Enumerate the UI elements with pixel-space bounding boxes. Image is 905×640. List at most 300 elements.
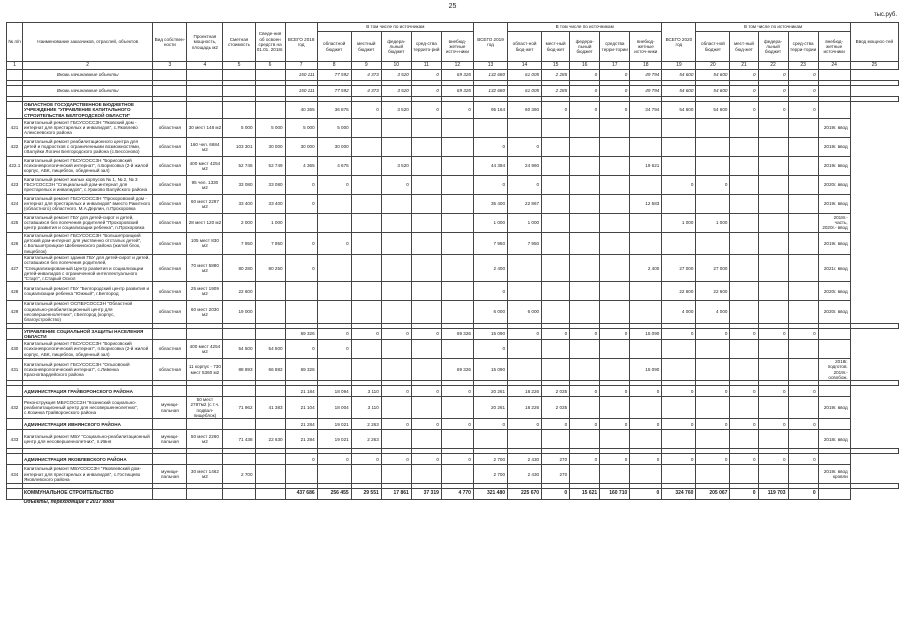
value-cell: 2 400 bbox=[630, 254, 662, 281]
value-cell bbox=[696, 465, 730, 484]
value-cell: 0 bbox=[600, 419, 630, 430]
value-cell bbox=[570, 465, 600, 484]
value-cell: 0 bbox=[508, 419, 542, 430]
value-cell: 60 360 bbox=[508, 102, 542, 119]
value-cell bbox=[441, 430, 473, 449]
value-cell bbox=[730, 340, 758, 359]
column-number: 8 bbox=[317, 62, 351, 70]
value-cell bbox=[788, 118, 818, 137]
object-name: Реконструкция МБУСОССЗН "Козинский социально-реабилитационный центр для несовершеннолетних", с.Козинка Грайворонского района bbox=[23, 397, 153, 419]
sources-2019-header: В том числе по источникам bbox=[508, 23, 662, 32]
value-cell bbox=[570, 340, 600, 359]
row-number: 431 bbox=[7, 359, 23, 381]
value-cell: 27 000 bbox=[662, 254, 696, 281]
value-cell: 2020г. ввод bbox=[818, 282, 850, 301]
value-cell bbox=[788, 213, 818, 232]
column-number: 22 bbox=[758, 62, 788, 70]
value-cell: 2019г. ввод bbox=[818, 118, 850, 137]
source-subheader-y2019-4: внебюд-жетные источ-ники bbox=[630, 32, 662, 62]
value-cell: 0 bbox=[788, 454, 818, 465]
value-cell bbox=[411, 340, 441, 359]
value-cell: 19 000 bbox=[223, 301, 255, 323]
value-cell: 30 000 bbox=[285, 137, 317, 156]
value-cell bbox=[630, 118, 662, 137]
value-cell bbox=[255, 86, 285, 97]
value-cell bbox=[411, 282, 441, 301]
value-cell bbox=[317, 301, 351, 323]
value-cell: 205 067 bbox=[696, 489, 730, 500]
value-cell bbox=[351, 194, 381, 213]
value-cell bbox=[255, 282, 285, 301]
value-cell: областная bbox=[153, 282, 187, 301]
source-subheader-y2020-2: федера-льный бюджет bbox=[758, 32, 788, 62]
value-cell: 0 bbox=[570, 70, 600, 81]
col-estimate-header: Сметная стоимость bbox=[223, 23, 255, 62]
source-subheader-y2019-3: средства терри-тории bbox=[600, 32, 630, 62]
value-cell bbox=[153, 70, 187, 81]
value-cell bbox=[473, 430, 507, 449]
value-cell: 0 bbox=[730, 328, 758, 340]
value-cell: 2 700 bbox=[473, 454, 507, 465]
row-number: 425 bbox=[7, 213, 23, 232]
value-cell: 66 882 bbox=[255, 359, 285, 381]
value-cell: 0 bbox=[473, 175, 507, 194]
value-cell bbox=[758, 340, 788, 359]
section-row bbox=[7, 386, 899, 397]
value-cell: 1 000 bbox=[255, 213, 285, 232]
value-cell bbox=[570, 156, 600, 175]
value-cell bbox=[600, 213, 630, 232]
value-cell: 0 bbox=[570, 328, 600, 340]
value-cell bbox=[351, 156, 381, 175]
value-cell bbox=[255, 70, 285, 81]
column-number: 14 bbox=[508, 62, 542, 70]
value-cell bbox=[508, 254, 542, 281]
value-cell bbox=[788, 465, 818, 484]
value-cell bbox=[600, 254, 630, 281]
value-cell: 34 794 bbox=[630, 102, 662, 119]
value-cell: 2 035 bbox=[542, 386, 570, 397]
value-cell: 54 600 bbox=[696, 70, 730, 81]
column-number: 3 bbox=[153, 62, 187, 70]
value-cell: 7 950 bbox=[508, 232, 542, 254]
value-cell: 0 bbox=[351, 454, 381, 465]
value-cell bbox=[317, 194, 351, 213]
object-name: Вновь начинаемые объекты bbox=[23, 70, 153, 81]
value-cell: 0 bbox=[473, 137, 507, 156]
value-cell bbox=[542, 175, 570, 194]
value-cell: 4 000 bbox=[662, 301, 696, 323]
value-cell bbox=[630, 430, 662, 449]
value-cell bbox=[696, 359, 730, 381]
value-cell bbox=[662, 118, 696, 137]
value-cell: 27 000 bbox=[696, 254, 730, 281]
value-cell: 0 bbox=[630, 419, 662, 430]
source-subheader-y2020-3: сред-ства терри-тории bbox=[788, 32, 818, 62]
value-cell bbox=[153, 454, 187, 465]
value-cell: 5 000 bbox=[255, 118, 285, 137]
value-cell bbox=[730, 156, 758, 175]
value-cell: 69 326 bbox=[441, 328, 473, 340]
value-cell: 0 bbox=[630, 489, 662, 500]
value-cell: 35 400 bbox=[473, 194, 507, 213]
value-cell: 30 мест 1462 м2 bbox=[187, 465, 223, 484]
value-cell: 28 мест 120 м2 bbox=[187, 213, 223, 232]
column-number: 2 bbox=[23, 62, 153, 70]
value-cell bbox=[381, 194, 411, 213]
value-cell bbox=[542, 359, 570, 381]
value-cell: 0 bbox=[570, 454, 600, 465]
value-cell bbox=[351, 340, 381, 359]
value-cell: 0 bbox=[730, 419, 758, 430]
value-cell bbox=[542, 282, 570, 301]
value-cell bbox=[351, 175, 381, 194]
table-row bbox=[7, 156, 899, 175]
value-cell: 0 bbox=[758, 328, 788, 340]
column-number: 10 bbox=[381, 62, 411, 70]
value-cell: 6 000 bbox=[473, 301, 507, 323]
value-cell bbox=[570, 118, 600, 137]
value-cell: 0 bbox=[351, 328, 381, 340]
value-cell bbox=[411, 359, 441, 381]
value-cell bbox=[351, 465, 381, 484]
value-cell: 44 394 bbox=[473, 156, 507, 175]
value-cell bbox=[758, 359, 788, 381]
value-cell: 400 мест 4254 м2 bbox=[187, 340, 223, 359]
object-name: Капитальный ремонт жилых корпусов № 1, № 2, № 3 ГБСУСОССЗН "Специальный дом-интернат для престарелых и инвалидов", с.Ураково Валуйского района bbox=[23, 175, 153, 194]
spacer-cell bbox=[850, 381, 898, 386]
value-cell: 2 035 bbox=[542, 397, 570, 419]
value-cell: 69 326 bbox=[441, 86, 473, 97]
row-number: 430 bbox=[7, 340, 23, 359]
value-cell bbox=[411, 213, 441, 232]
value-cell bbox=[441, 118, 473, 137]
value-cell bbox=[317, 359, 351, 381]
value-cell bbox=[788, 282, 818, 301]
value-cell: 270 bbox=[542, 454, 570, 465]
value-cell bbox=[542, 156, 570, 175]
value-cell bbox=[441, 301, 473, 323]
value-cell bbox=[223, 386, 255, 397]
value-cell bbox=[317, 282, 351, 301]
value-cell bbox=[317, 465, 351, 484]
value-cell: 2020г. ввод bbox=[818, 301, 850, 323]
value-cell: 400 мест 4254 м2 bbox=[187, 156, 223, 175]
table-row bbox=[7, 301, 899, 323]
object-name: Капитальный ремонт ГБСУСОССЗН "Большетроицкий детский дом-интернат для умственно отсталых детей", с.Большетроицкое Шебекинского района (жилой блок, пищеблок) bbox=[23, 232, 153, 254]
value-cell bbox=[730, 213, 758, 232]
source-subheader-y2019-0: област-ной бюд-жет bbox=[508, 32, 542, 62]
value-cell: 69 326 bbox=[285, 328, 317, 340]
value-cell bbox=[187, 102, 223, 119]
value-cell bbox=[411, 118, 441, 137]
value-cell bbox=[381, 430, 411, 449]
value-cell bbox=[788, 301, 818, 323]
value-cell bbox=[542, 118, 570, 137]
value-cell bbox=[630, 282, 662, 301]
value-cell: 15 090 bbox=[473, 328, 507, 340]
value-cell bbox=[600, 232, 630, 254]
column-number: 15 bbox=[542, 62, 570, 70]
subtotal-row bbox=[7, 86, 899, 97]
value-cell: 77 592 bbox=[317, 86, 351, 97]
column-number: 16 bbox=[570, 62, 600, 70]
value-cell: 0 bbox=[788, 419, 818, 430]
value-cell: 0 bbox=[758, 386, 788, 397]
value-cell bbox=[758, 137, 788, 156]
value-cell: 0 bbox=[285, 454, 317, 465]
value-cell bbox=[696, 430, 730, 449]
value-cell bbox=[381, 465, 411, 484]
value-cell: 30 000 bbox=[255, 137, 285, 156]
budget-table bbox=[6, 22, 899, 506]
value-cell: 70 мест 5880 м2 bbox=[187, 254, 223, 281]
col-capacity-header: Проектная мощность, площадь м2 bbox=[187, 23, 223, 62]
value-cell bbox=[381, 359, 411, 381]
value-cell: 0 bbox=[285, 194, 317, 213]
value-cell: 0 bbox=[317, 340, 351, 359]
value-cell: 71 962 bbox=[223, 397, 255, 419]
value-cell bbox=[570, 175, 600, 194]
value-cell: 4 675 bbox=[317, 156, 351, 175]
value-cell: 15 090 bbox=[473, 359, 507, 381]
value-cell bbox=[187, 489, 223, 500]
object-name: Капитальный ремонт реабилитационного центра для детей и подростков с ограниченными возможностями, г.Валуйки Логачи Белгородского района (с.Бессоново) bbox=[23, 137, 153, 156]
object-name: АДМИНИСТРАЦИЯ ИВНЯНСКОГО РАЙОНА bbox=[23, 419, 153, 430]
value-cell: 0 bbox=[285, 340, 317, 359]
value-cell: 19 621 bbox=[630, 156, 662, 175]
value-cell: 54 500 bbox=[223, 340, 255, 359]
value-cell bbox=[696, 340, 730, 359]
value-cell bbox=[381, 232, 411, 254]
object-name: Капитальный ремонт МБУСОССЗН "Яковлевский дом-интернат для престарелых и инвалидов", с.Гостищево Яковлевского района bbox=[23, 465, 153, 484]
value-cell bbox=[255, 386, 285, 397]
value-cell: 7 950 bbox=[473, 232, 507, 254]
value-cell: 1 000 bbox=[508, 213, 542, 232]
value-cell: 119 703 bbox=[758, 489, 788, 500]
value-cell bbox=[508, 430, 542, 449]
value-cell bbox=[542, 213, 570, 232]
value-cell: 2 263 bbox=[351, 419, 381, 430]
col-commission-header: Ввод мощнос-тей bbox=[850, 23, 898, 62]
column-number: 13 bbox=[473, 62, 507, 70]
value-cell: 0 bbox=[411, 70, 441, 81]
value-cell: 132 680 bbox=[473, 86, 507, 97]
value-cell: 0 bbox=[600, 328, 630, 340]
table-row bbox=[7, 340, 899, 359]
value-cell: 225 670 bbox=[508, 489, 542, 500]
value-cell bbox=[662, 156, 696, 175]
value-cell bbox=[788, 232, 818, 254]
value-cell: 4 365 bbox=[285, 156, 317, 175]
value-cell: 2021г. ввод bbox=[818, 254, 850, 281]
object-name: Капитальный ремонт ГБСУСОССЗН "Борисовский психоневрологический интернат", п.Борисовка (2-й жилой корпус, АБК, пищеблок, обеденный зал) bbox=[23, 340, 153, 359]
value-cell bbox=[630, 213, 662, 232]
value-cell bbox=[381, 213, 411, 232]
value-cell bbox=[630, 397, 662, 419]
col-name-header: Наименование заказчиков, отраслей, объектов bbox=[23, 23, 153, 62]
table-row bbox=[7, 430, 899, 449]
value-cell bbox=[441, 254, 473, 281]
value-cell: 3 110 bbox=[351, 386, 381, 397]
row-number: 432 bbox=[7, 397, 23, 419]
value-cell: 0 bbox=[730, 70, 758, 81]
value-cell: 54 600 bbox=[696, 102, 730, 119]
source-subheader-y2018-0: областной бюджет bbox=[317, 32, 351, 62]
value-cell bbox=[411, 175, 441, 194]
value-cell: 0 bbox=[758, 419, 788, 430]
column-number: 21 bbox=[730, 62, 758, 70]
column-number: 17 bbox=[600, 62, 630, 70]
value-cell: 0 bbox=[411, 419, 441, 430]
value-cell: 25 мест 1909 м2 bbox=[187, 282, 223, 301]
source-subheader-y2019-1: мест-ный бюд-жет bbox=[542, 32, 570, 62]
row-number bbox=[7, 489, 23, 500]
value-cell: 54 600 bbox=[696, 86, 730, 97]
value-cell bbox=[600, 301, 630, 323]
value-cell: 0 bbox=[600, 454, 630, 465]
value-cell bbox=[508, 118, 542, 137]
value-cell bbox=[730, 194, 758, 213]
value-cell bbox=[758, 430, 788, 449]
value-cell bbox=[818, 386, 850, 397]
value-cell: 0 bbox=[662, 419, 696, 430]
value-cell bbox=[411, 232, 441, 254]
value-cell: 0 bbox=[351, 102, 381, 119]
value-cell: 33 080 bbox=[255, 175, 285, 194]
value-cell: 103 301 bbox=[223, 137, 255, 156]
value-cell: 61 005 bbox=[508, 86, 542, 97]
value-cell bbox=[542, 254, 570, 281]
value-cell bbox=[441, 397, 473, 419]
value-cell: 0 bbox=[696, 175, 730, 194]
value-cell bbox=[600, 397, 630, 419]
value-cell: 0 bbox=[411, 454, 441, 465]
value-cell bbox=[351, 359, 381, 381]
section-row bbox=[7, 328, 899, 340]
value-cell bbox=[351, 232, 381, 254]
column-number: 12 bbox=[441, 62, 473, 70]
value-cell bbox=[696, 137, 730, 156]
value-cell: 0 bbox=[758, 86, 788, 97]
value-cell bbox=[285, 301, 317, 323]
value-cell: 88 893 bbox=[223, 359, 255, 381]
column-number: 19 bbox=[662, 62, 696, 70]
value-cell bbox=[758, 194, 788, 213]
col-spent-header: Сведе-ния об освоен средств на 01.01. 2018г. bbox=[255, 23, 285, 62]
value-cell: 22 600 bbox=[696, 282, 730, 301]
value-cell bbox=[411, 430, 441, 449]
table-head bbox=[7, 23, 899, 70]
spacer-cell bbox=[850, 323, 898, 328]
value-cell bbox=[662, 232, 696, 254]
value-cell: 0 bbox=[788, 489, 818, 500]
value-cell: 60 мест 2030 м2 bbox=[187, 301, 223, 323]
value-cell bbox=[153, 86, 187, 97]
value-cell bbox=[600, 465, 630, 484]
value-cell: 12 583 bbox=[630, 194, 662, 213]
value-cell: 40 365 bbox=[285, 102, 317, 119]
value-cell bbox=[317, 254, 351, 281]
value-cell: 0 bbox=[600, 70, 630, 81]
value-cell bbox=[187, 386, 223, 397]
value-cell bbox=[187, 328, 223, 340]
value-cell bbox=[285, 213, 317, 232]
value-cell bbox=[818, 454, 850, 465]
value-cell: муници-пальная bbox=[153, 397, 187, 419]
value-cell: 20 261 bbox=[473, 386, 507, 397]
value-cell bbox=[662, 465, 696, 484]
value-cell bbox=[818, 419, 850, 430]
value-cell bbox=[508, 359, 542, 381]
section-row bbox=[7, 419, 899, 430]
value-cell: 0 bbox=[730, 102, 758, 119]
value-cell: 2018г. ввод bbox=[818, 430, 850, 449]
value-cell: 0 bbox=[696, 419, 730, 430]
value-cell bbox=[662, 137, 696, 156]
value-cell: 4 373 bbox=[351, 86, 381, 97]
value-cell: 0 bbox=[411, 328, 441, 340]
footer-spacer bbox=[7, 500, 23, 506]
value-cell bbox=[351, 282, 381, 301]
value-cell bbox=[381, 118, 411, 137]
object-name: Капитальный ремонт ГБСУСОССЗН "Ольховский психоневрологический интернат", с.Ливенка Красногвардейского района bbox=[23, 359, 153, 381]
value-cell bbox=[351, 254, 381, 281]
row-number: 422.1 bbox=[7, 156, 23, 175]
value-cell: 33 400 bbox=[223, 194, 255, 213]
value-cell bbox=[730, 175, 758, 194]
value-cell: 3 520 bbox=[381, 86, 411, 97]
value-cell: 2 000 bbox=[223, 213, 255, 232]
value-cell: 0 bbox=[381, 175, 411, 194]
value-cell bbox=[730, 282, 758, 301]
source-subheader-y2019-2: федера-льный бюджет bbox=[570, 32, 600, 62]
value-cell: 0 bbox=[285, 175, 317, 194]
value-cell bbox=[788, 194, 818, 213]
value-cell bbox=[381, 397, 411, 419]
value-cell bbox=[255, 454, 285, 465]
table-row bbox=[7, 254, 899, 281]
value-cell: 2019г. ввод bbox=[818, 137, 850, 156]
value-cell: 15 090 bbox=[630, 328, 662, 340]
value-cell bbox=[788, 137, 818, 156]
value-cell: 256 455 bbox=[317, 489, 351, 500]
row-number: 422 bbox=[7, 137, 23, 156]
column-number: 4 bbox=[187, 62, 223, 70]
value-cell bbox=[570, 232, 600, 254]
value-cell: 132 680 bbox=[473, 70, 507, 81]
col-num-header: № п/п bbox=[7, 23, 23, 62]
value-cell: 22 600 bbox=[662, 282, 696, 301]
source-subheader-y2020-4: внебюд-жетные источники bbox=[818, 32, 850, 62]
value-cell: 4 770 bbox=[441, 489, 473, 500]
value-cell bbox=[630, 340, 662, 359]
value-cell: 0 bbox=[508, 328, 542, 340]
value-cell: 61 005 bbox=[508, 70, 542, 81]
value-cell bbox=[153, 386, 187, 397]
value-cell bbox=[696, 397, 730, 419]
value-cell bbox=[223, 328, 255, 340]
value-cell bbox=[696, 118, 730, 137]
value-cell bbox=[570, 397, 600, 419]
value-cell bbox=[630, 175, 662, 194]
subtotal-row bbox=[7, 70, 899, 81]
value-cell bbox=[187, 454, 223, 465]
source-subheader-y2018-1: местный бюджет bbox=[351, 32, 381, 62]
value-cell bbox=[630, 232, 662, 254]
value-cell: 0 bbox=[542, 102, 570, 119]
spacer-cell bbox=[850, 81, 898, 86]
